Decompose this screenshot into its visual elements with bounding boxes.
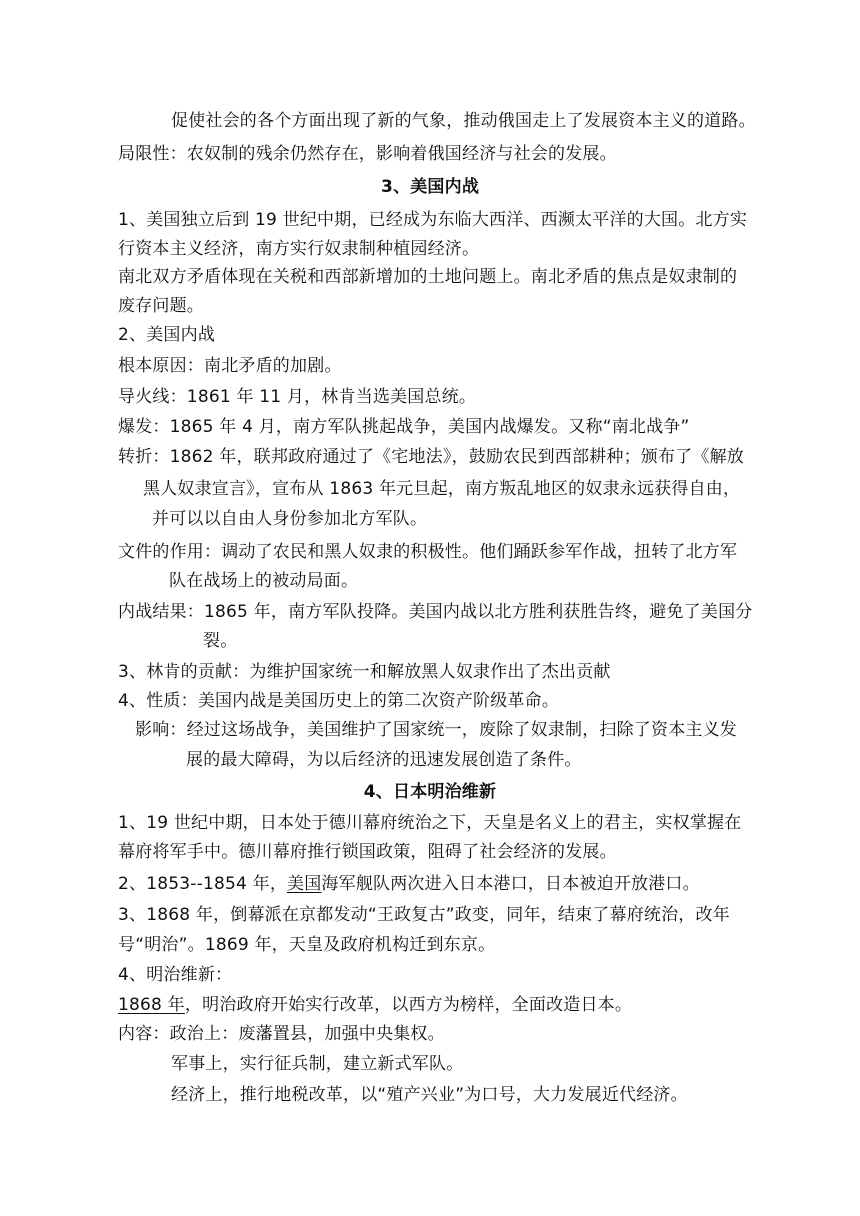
- paragraph-line: 南北双方矛盾体现在关税和西部新增加的土地问题上。南北矛盾的焦点是奴隶制的: [118, 267, 738, 287]
- text-segment: 海军舰队两次进入日本港口，日本被迫开放港口。: [321, 874, 700, 894]
- paragraph-line: 影响：经过这场战争，美国维护了国家统一，废除了奴隶制，扫除了资本主义发: [135, 720, 737, 740]
- paragraph-line: 并可以以自由人身份参加北方军队。: [152, 509, 428, 529]
- paragraph-line: 内战结果：1865 年，南方军队投降。美国内战以北方胜利获胜告终，避免了美国分: [118, 602, 753, 622]
- paragraph-line: 军事上，实行征兵制，建立新式军队。: [171, 1054, 464, 1074]
- paragraph-line: 2、美国内战: [118, 325, 216, 345]
- paragraph-line: 黑人奴隶宣言》，宣布从 1863 年元旦起，南方叛乱地区的奴隶永远获得自由，: [143, 479, 741, 499]
- paragraph-line: 废存问题。: [118, 296, 204, 316]
- paragraph-line: 4、明治维新：: [118, 965, 233, 985]
- paragraph-line: 行资本主义经济，南方实行奴隶制种植园经济。: [118, 239, 480, 259]
- paragraph-line: 经济上，推行地税改革，以“殖产兴业”为口号，大力发展近代经济。: [171, 1085, 688, 1105]
- paragraph-line: 爆发：1865 年 4 月，南方军队挑起战争，美国内战爆发。又称“南北战争”: [118, 417, 690, 437]
- paragraph-line: 导火线：1861 年 11 月，林肯当选美国总统。: [118, 387, 477, 407]
- paragraph-line: 3、林肯的贡献：为维护国家统一和解放黑人奴隶作出了杰出贡献: [118, 662, 611, 682]
- paragraph-line: 局限性：农奴制的残余仍然存在，影响着俄国经济与社会的发展。: [118, 144, 617, 164]
- paragraph-line: 裂。: [203, 631, 238, 651]
- section-heading-us-civil-war: 3、美国内战: [380, 177, 480, 197]
- paragraph-line: 文件的作用：调动了农民和黑人奴隶的积极性。他们踊跃参军作战，扭转了北方军: [118, 542, 738, 562]
- paragraph-line: 4、性质：美国内战是美国历史上的第二次资产阶级革命。: [118, 691, 560, 711]
- paragraph-line: 促使社会的各个方面出现了新的气象，推动俄国走上了发展资本主义的道路。: [171, 111, 756, 131]
- paragraph-line: [118, 873, 700, 895]
- underlined-text: 美国: [287, 874, 322, 894]
- paragraph-line: 号“明治”。1869 年，天皇及政府机构迁到东京。: [118, 935, 496, 955]
- paragraph-line: 展的最大障碍，为以后经济的迅速发展创造了条件。: [186, 750, 582, 770]
- underlined-text: 1868 年: [118, 995, 185, 1015]
- paragraph-line: 3、1868 年，倒幕派在京都发动“王政复古”政变，同年，结束了幕府统治，改年: [118, 905, 730, 925]
- paragraph-line: 队在战场上的被动局面。: [169, 571, 359, 591]
- paragraph-line: [118, 994, 632, 1016]
- paragraph-line: 1、美国独立后到 19 世纪中期，已经成为东临大西洋、西濒太平洋的大国。北方实: [118, 210, 748, 230]
- section-heading-meiji-restoration: 4、日本明治维新: [363, 782, 497, 802]
- text-segment: ，明治政府开始实行改革，以西方为榜样，全面改造日本。: [184, 995, 633, 1015]
- paragraph-line: 幕府将军手中。德川幕府推行锁国政策，阻碍了社会经济的发展。: [118, 842, 617, 862]
- paragraph-line: 内容：政治上：废藩置县，加强中央集权。: [118, 1024, 445, 1044]
- paragraph-line: 1、19 世纪中期，日本处于德川幕府统治之下，天皇是名义上的君主，实权掌握在: [118, 813, 742, 833]
- paragraph-line: 转折：1862 年，联邦政府通过了《宅地法》，鼓励农民到西部耕种；颁布了《解放: [118, 447, 744, 467]
- paragraph-line: 根本原因：南北矛盾的加剧。: [118, 356, 342, 376]
- text-segment: 2、1853--1854 年，: [118, 874, 288, 894]
